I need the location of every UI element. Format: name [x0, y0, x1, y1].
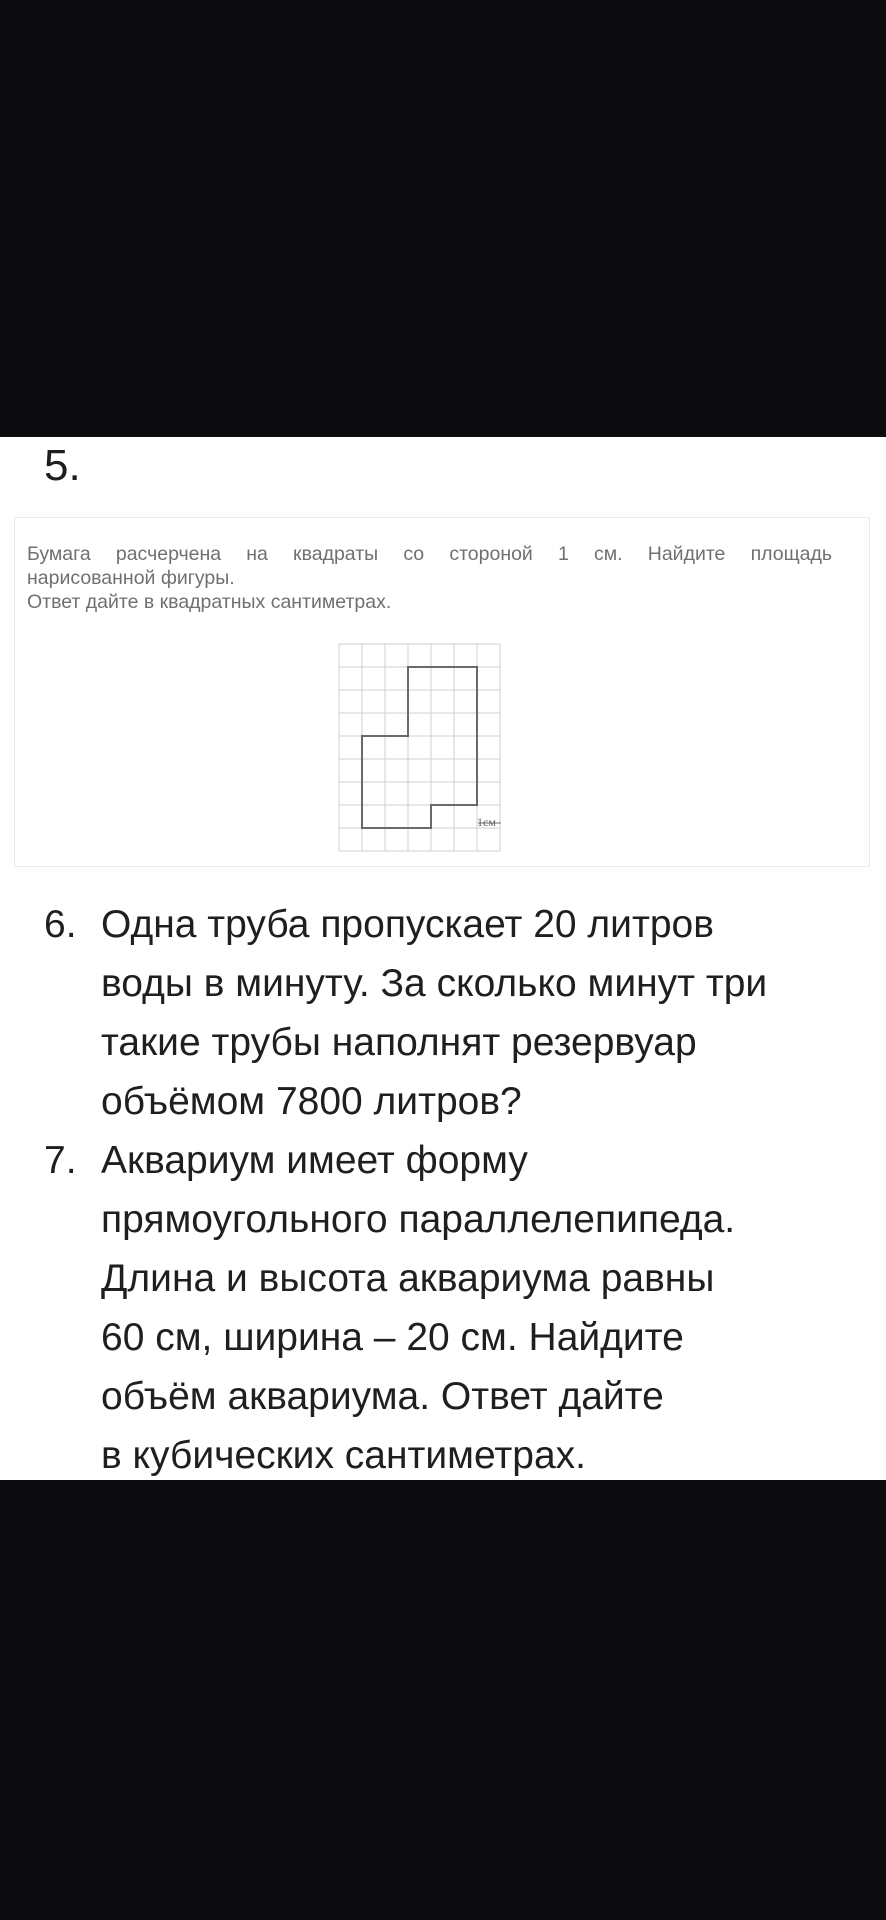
top-black-band	[0, 0, 886, 437]
task-6-number: 6.	[44, 903, 77, 946]
task-5-text	[27, 542, 832, 614]
task-5-line-2: нарисованной фигуры.	[27, 567, 235, 589]
task-7-line: Длина и высота аквариума равны	[101, 1257, 715, 1300]
task-5-line-3: Ответ дайте в квадратных сантиметрах.	[27, 591, 392, 613]
task-5-card	[14, 517, 870, 867]
task-6-text	[101, 895, 861, 1131]
task-6-line: такие трубы наполнят резервуар	[101, 1021, 697, 1064]
task-7-line: 60 см, ширина – 20 см. Найдите	[101, 1316, 684, 1359]
grid-lines	[339, 644, 500, 851]
bottom-black-band	[0, 1480, 886, 1920]
drawn-figure	[362, 667, 477, 828]
task-6-line: объёмом 7800 литров?	[101, 1080, 522, 1123]
task-7-text	[101, 1131, 861, 1485]
task-7-line: прямоугольного параллелепипеда.	[101, 1198, 736, 1241]
task-6-line: воды в минуту. За сколько минут три	[101, 962, 768, 1005]
task-6-line: Одна труба пропускает 20 литров	[101, 903, 714, 946]
task-5-line-1: Бумага расчерчена на квадраты со стороной 1 см. Найдите площадь	[27, 543, 832, 565]
task-5-number: 5.	[44, 441, 81, 490]
task-7-number: 7.	[44, 1139, 77, 1182]
task-7-line: Аквариум имеет форму	[101, 1139, 528, 1182]
task-7-line: объём аквариума. Ответ дайте	[101, 1375, 664, 1418]
unit-label: 1см	[477, 815, 496, 829]
task-7-line: в кубических сантиметрах.	[101, 1434, 586, 1477]
